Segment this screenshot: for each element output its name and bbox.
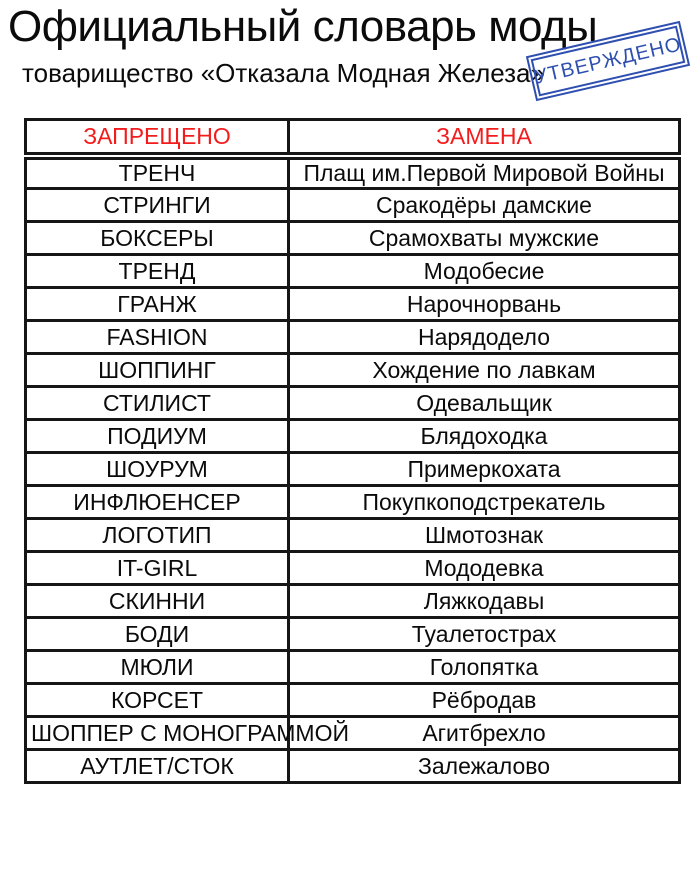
replacement-cell: Ляжкодавы [289,585,680,618]
replacement-cell: Нарядодело [289,321,680,354]
table-row [26,618,680,651]
replacement-cell: Покупкоподстрекатель [289,486,680,519]
table-header-row [26,120,680,156]
table-row [26,717,680,750]
column-header-replacement: ЗАМЕНА [289,120,680,156]
banned-cell: СКИННИ [26,585,289,618]
replacement-cell: Сракодёры дамские [289,189,680,222]
table-row [26,156,680,189]
page-subtitle: товарищество «Отказала Модная Железа» [22,58,545,88]
replacement-cell: Модобесие [289,255,680,288]
table-row [26,453,680,486]
table-row [26,222,680,255]
banned-cell: АУТЛЕТ/СТОК [26,750,289,783]
dictionary-table [24,118,681,784]
banned-cell: ИНФЛЮЕНСЕР [26,486,289,519]
banned-cell: ШОППЕР С МОНОГРАММОЙ [26,717,289,750]
banned-cell: БОКСЕРЫ [26,222,289,255]
banned-cell: ТРЕНЧ [26,156,289,189]
table-row [26,420,680,453]
table-row [26,387,680,420]
replacement-cell: Шмотознак [289,519,680,552]
banned-cell: ШОУРУМ [26,453,289,486]
banned-cell: БОДИ [26,618,289,651]
replacement-cell: Голопятка [289,651,680,684]
table-row [26,651,680,684]
page-title: Официальный словарь моды [8,2,598,51]
banned-cell: МЮЛИ [26,651,289,684]
banned-cell: ПОДИУМ [26,420,289,453]
table-row [26,519,680,552]
replacement-cell: Залежалово [289,750,680,783]
table-row [26,486,680,519]
replacement-cell: Примеркохата [289,453,680,486]
replacement-cell: Плащ им.Первой Мировой Войны [289,156,680,189]
banned-cell: ТРЕНД [26,255,289,288]
replacement-cell: Мододевка [289,552,680,585]
table-row [26,684,680,717]
banned-cell: СТИЛИСТ [26,387,289,420]
table-row [26,585,680,618]
replacement-cell: Одевальщик [289,387,680,420]
banned-cell: FASHION [26,321,289,354]
replacement-cell: Туалетострах [289,618,680,651]
replacement-cell: Рёбродав [289,684,680,717]
table-row [26,750,680,783]
banned-cell: ГРАНЖ [26,288,289,321]
table-row [26,552,680,585]
table-row [26,255,680,288]
replacement-cell: Хождение по лавкам [289,354,680,387]
banned-cell: ШОППИНГ [26,354,289,387]
banned-cell: ЛОГОТИП [26,519,289,552]
banned-cell: КОРСЕТ [26,684,289,717]
column-header-banned: ЗАПРЕЩЕНО [26,120,289,156]
banned-cell: СТРИНГИ [26,189,289,222]
table-row [26,354,680,387]
table-row [26,321,680,354]
replacement-cell: Агитбрехло [289,717,680,750]
approved-stamp-label: УТВЕРЖДЕНО [531,26,686,97]
banned-cell: IT-GIRL [26,552,289,585]
replacement-cell: Блядоходка [289,420,680,453]
replacement-cell: Срамохваты мужские [289,222,680,255]
replacement-cell: Нарочнорвань [289,288,680,321]
table-row [26,288,680,321]
table-row [26,189,680,222]
